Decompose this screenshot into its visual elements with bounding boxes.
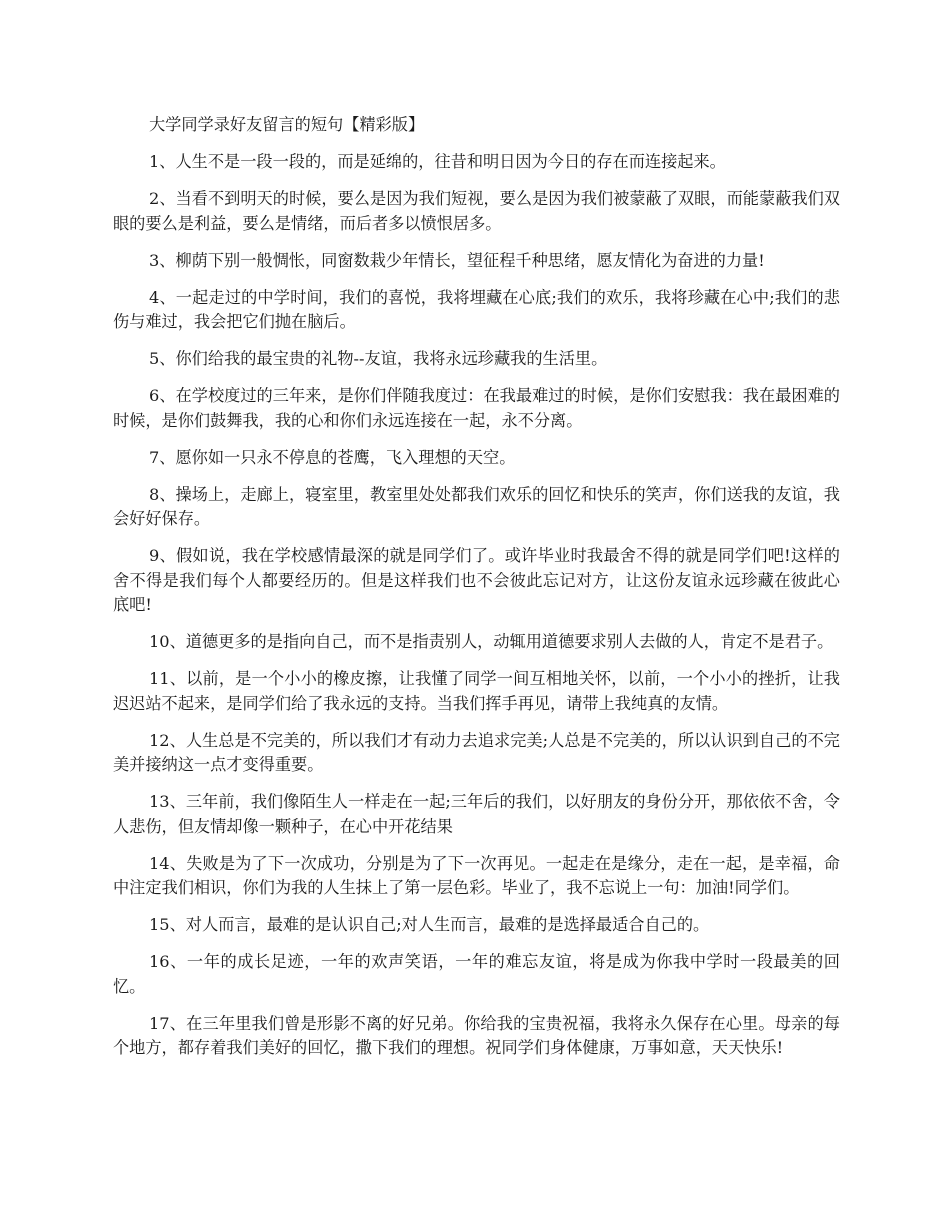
paragraph-15: 15、对人而言，最难的是认识自己;对人生而言，最难的是选择最适合自己的。 xyxy=(149,915,710,934)
paragraph-2: 2、当看不到明天的时候，要么是因为我们短视，要么是因为我们被蒙蔽了双眼，而能蒙蔽我们双眼的要么是利益，要么是情绪，而后者多以愤恨居多。 xyxy=(113,189,840,233)
paragraph-4: 4、一起走过的中学时间，我们的喜悦，我将埋藏在心底;我们的欢乐，我将珍藏在心中;我们的悲伤与难过，我会把它们抛在脑后。 xyxy=(113,287,840,331)
paragraph-10: 10、道德更多的是指向自己，而不是指责别人，动辄用道德要求别人去做的人，肯定不是君子。 xyxy=(149,632,834,651)
paragraph-3: 3、柳荫下别一般惆怅，同窗数栽少年情长，望征程千种思绪，愿友情化为奋进的力量! xyxy=(149,250,765,270)
paragraph-14: 14、失败是为了下一次成功，分别是为了下一次再见。一起走在是缘分，走在一起，是幸福，命中注定我们相识，你们为我的人生抹上了第一层色彩。毕业了，我不忘说上一句：加油!同学们。 xyxy=(113,853,840,897)
paragraph-12: 12、人生总是不完美的，所以我们才有动力去追求完美;人总是不完美的，所以认识到自己的不完美并接纳这一点才变得重要。 xyxy=(113,730,840,774)
paragraph-6: 6、在学校度过的三年来，是你们伴随我度过：在我最难过的时候，是你们安慰我：我在最困难的时候，是你们鼓舞我，我的心和你们永远连接在一起，永不分离。 xyxy=(113,386,840,430)
document-body xyxy=(113,113,840,1073)
paragraph-16: 16、一年的成长足迹，一年的欢声笑语，一年的难忘友谊，将是成为你我中学时一段最美的回忆。 xyxy=(113,952,840,996)
paragraph-1: 1、人生不是一段一段的，而是延绵的，往昔和明日因为今日的存在而连接起来。 xyxy=(149,152,726,171)
paragraph-5: 5、你们给我的最宝贵的礼物--友谊，我将永远珍藏我的生活里。 xyxy=(149,349,608,368)
paragraph-13: 13、三年前，我们像陌生人一样走在一起;三年后的我们，以好朋友的身份分开，那依依不舍，令人悲伤，但友情却像一颗种子，在心中开花结果 xyxy=(113,792,840,836)
paragraph-7: 7、愿你如一只永不停息的苍鹰，飞入理想的天空。 xyxy=(149,447,516,467)
paragraph-11: 11、以前，是一个小小的橡皮擦，让我懂了同学一间互相地关怀，以前，一个小小的挫折，让我迟迟站不起来，是同学们给了我永远的支持。当我们挥手再见，请带上我纯真的友情。 xyxy=(113,669,840,713)
paragraph-8: 8、操场上，走廊上，寝室里，教室里处处都我们欢乐的回忆和快乐的笑声，你们送我的友谊，我会好好保存。 xyxy=(113,484,840,528)
paragraph-9: 9、假如说，我在学校感情最深的就是同学们了。或许毕业时我最舍不得的就是同学们吧!这样的舍不得是我们每个人都要经历的。但是这样我们也不会彼此忘记对方，让这份友谊永远珍藏在彼此心底吧! xyxy=(113,546,840,614)
document-title: 大学同学录好友留言的短句【精彩版】 xyxy=(149,115,425,134)
paragraph-17: 17、在三年里我们曾是形影不离的好兄弟。你给我的宝贵祝福，我将永久保存在心里。母亲的每个地方，都存着我们美好的回忆，撒下我们的理想。祝同学们身体健康，万事如意，天天快乐! xyxy=(113,1013,840,1057)
